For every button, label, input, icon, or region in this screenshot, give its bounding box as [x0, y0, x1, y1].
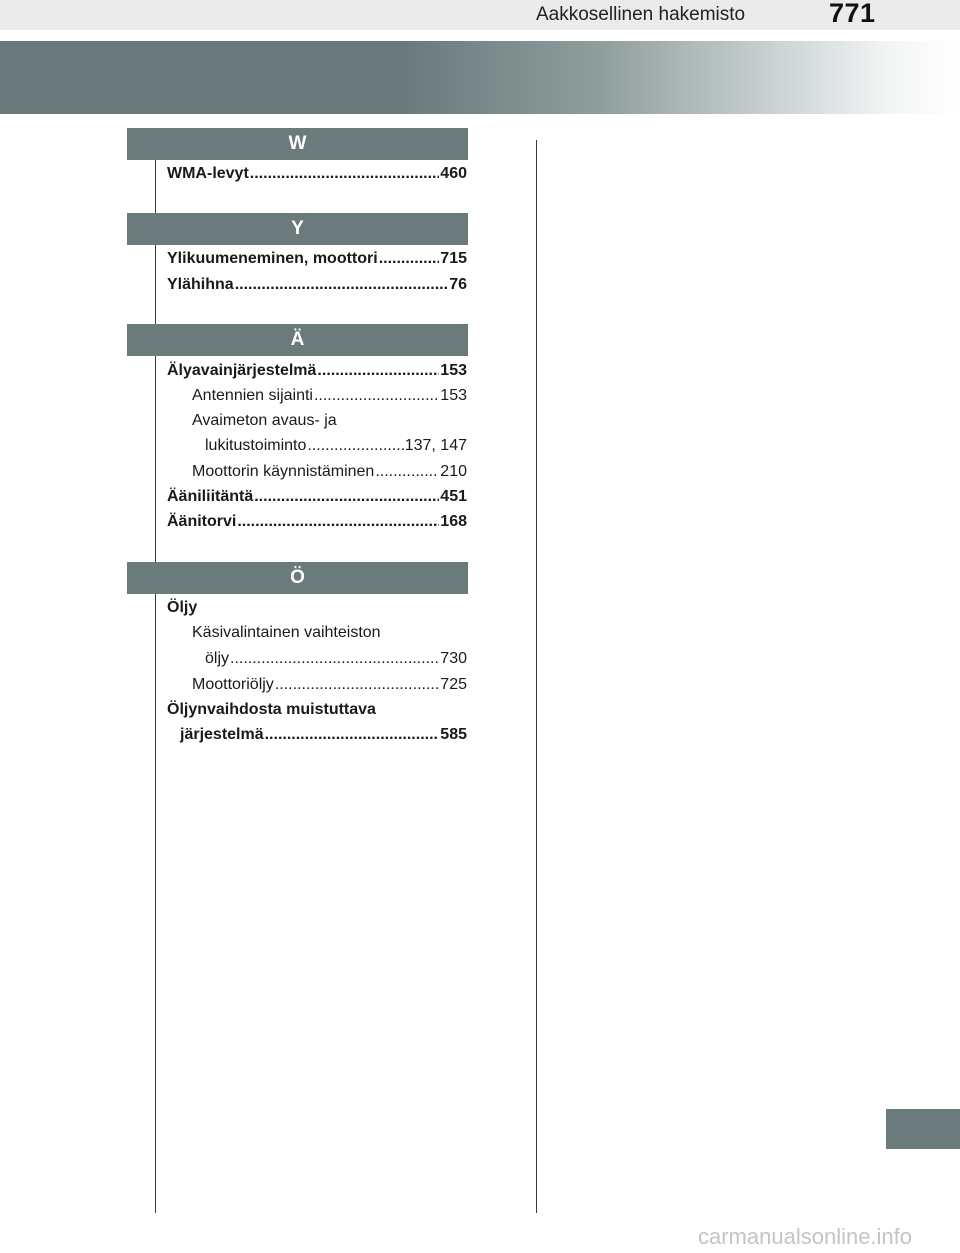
- dot-leader: [237, 512, 439, 532]
- entry-text: WMA-levyt: [167, 165, 249, 182]
- dot-leader: [275, 675, 439, 695]
- section-header-ae: Ä: [127, 324, 468, 356]
- column-divider-right: [536, 140, 537, 1213]
- entry-text: Ääniliitäntä: [167, 488, 254, 505]
- index-entry-text: Öljynvaihdosta muistuttava: [167, 701, 376, 718]
- entry-text: järjestelmä: [180, 726, 264, 743]
- index-entry[interactable]: [167, 249, 467, 269]
- entry-page: 715: [440, 250, 467, 267]
- index-entry[interactable]: [167, 361, 467, 381]
- entry-page: 725: [440, 676, 467, 693]
- index-entry[interactable]: [167, 164, 467, 184]
- index-entry[interactable]: [167, 275, 467, 295]
- section-header-oe: Ö: [127, 562, 468, 594]
- entry-page: 137, 147: [404, 437, 467, 454]
- entry-page: 168: [440, 513, 467, 530]
- dot-leader: [375, 462, 439, 482]
- top-bar: [0, 0, 960, 30]
- dot-leader: [250, 164, 440, 184]
- index-subentry[interactable]: [192, 462, 467, 482]
- dot-leader: [379, 249, 440, 269]
- chapter-side-tab: [886, 1109, 960, 1149]
- entry-text: lukitustoiminto: [205, 437, 307, 454]
- entry-text: Ylikuumeneminen, moottori: [167, 250, 378, 267]
- entry-text: öljy: [205, 650, 230, 667]
- dot-leader: [265, 725, 440, 745]
- entry-page: 210: [440, 463, 467, 480]
- entry-page: 76: [449, 276, 467, 293]
- header-band: [0, 41, 960, 114]
- index-entry[interactable]: [180, 725, 467, 745]
- dot-leader: [307, 436, 403, 456]
- entry-text: Ylähihna: [167, 276, 234, 293]
- index-subentry[interactable]: [205, 436, 467, 456]
- index-entry-text: Öljy: [167, 599, 198, 616]
- column-divider-left: [155, 156, 156, 1213]
- entry-page: 451: [440, 488, 467, 505]
- dot-leader: [235, 275, 449, 295]
- entry-page: 585: [440, 726, 467, 743]
- entry-page: 460: [440, 165, 467, 182]
- entry-text: Moottorin käynnistäminen: [192, 463, 375, 480]
- index-subentry-text: Avaimeton avaus- ja: [192, 412, 337, 429]
- section-header-w: W: [127, 128, 468, 160]
- entry-text: Moottoriöljy: [192, 676, 274, 693]
- index-subentry[interactable]: [205, 649, 467, 669]
- dot-leader: [314, 386, 439, 406]
- entry-text: Äänitorvi: [167, 513, 237, 530]
- entry-page: 730: [440, 650, 467, 667]
- dot-leader: [317, 361, 439, 381]
- entry-page: 153: [440, 387, 467, 404]
- entry-page: 153: [440, 362, 467, 379]
- watermark: carmanualsonline.info: [698, 1224, 913, 1249]
- entry-text: Älyavainjärjestelmä: [167, 362, 317, 379]
- page-header-title: Aakkosellinen hakemisto: [536, 4, 746, 25]
- index-entry[interactable]: [167, 512, 467, 532]
- index-subentry-text: Käsivalintainen vaihteiston: [192, 624, 381, 641]
- dot-leader: [254, 487, 439, 507]
- index-entry[interactable]: [167, 487, 467, 507]
- index-subentry[interactable]: [192, 675, 467, 695]
- index-subentry[interactable]: [192, 386, 467, 406]
- entry-text: Antennien sijainti: [192, 387, 313, 404]
- section-header-y: Y: [127, 213, 468, 245]
- page-number: 771: [829, 0, 876, 28]
- dot-leader: [230, 649, 439, 669]
